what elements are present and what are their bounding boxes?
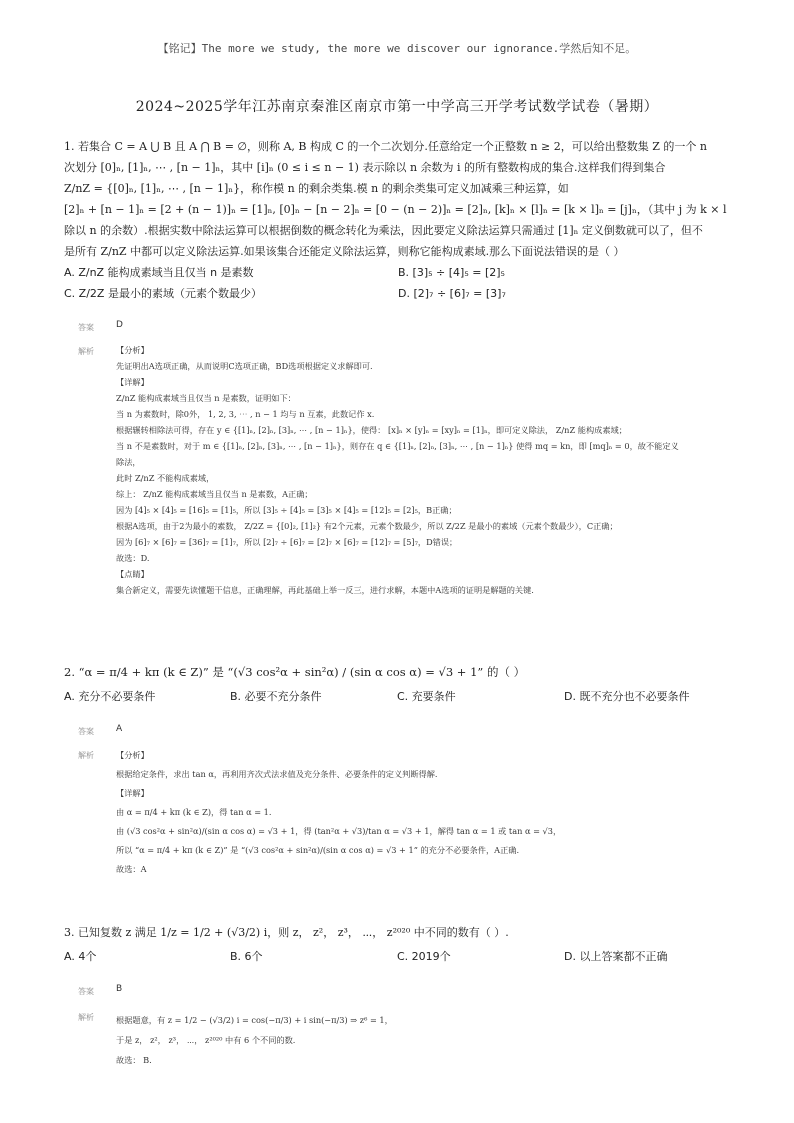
- analysis-line: 根据A选项，由于2为最小的素数， Z/2Z = {[0]₂, [1]₂} 有2个元素，元素个数最少，所以 Z/2Z 是最小的素域（元素个数最少），C正确；: [116, 521, 618, 531]
- analysis-line: 此时 Z/nZ 不能构成素域，: [116, 473, 215, 483]
- analysis-line: 集合新定义，需要先读懂题干信息，正确理解，再此基础上举一反三，进行求解，本题中A选项的证明是解题的关键.: [116, 585, 534, 595]
- answer-label: 答案: [78, 727, 94, 736]
- analysis-line: 【详解】: [116, 788, 149, 798]
- answer-label: 答案: [78, 323, 94, 332]
- analysis-label: 解析: [78, 347, 94, 356]
- analysis-line: Z/nZ 能构成素域当且仅当 n 是素数，证明如下：: [116, 393, 296, 403]
- analysis-line: 根据题意，有 z = 1/2 − (√3/2) i = cos(−π/3) + i sin(−π/3) ⇒ z⁶ = 1，: [116, 1015, 393, 1025]
- analysis-line: 【分析】: [116, 345, 149, 355]
- analysis-line: 除法，: [116, 457, 141, 467]
- analysis-line: 于是 z， z²， z³， ⋯， z²⁰²⁰ 中有 6 个不同的数.: [116, 1035, 296, 1045]
- analysis-line: 故选：A: [116, 864, 147, 874]
- option-c[interactable]: C. 充要条件: [397, 690, 456, 703]
- option-b[interactable]: B. 必要不充分条件: [230, 690, 322, 703]
- option-d[interactable]: D. [2]₇ ÷ [6]₇ = [3]₇: [398, 287, 506, 300]
- option-d[interactable]: D. 既不充分也不必要条件: [564, 690, 690, 703]
- analysis-label: 解析: [78, 1013, 94, 1022]
- analysis-line: 根据辗转相除法可得，存在 y ∈ {[1]ₙ, [2]ₙ, [3]ₙ, ⋯ , [n − 1]ₙ}，使得： [x]ₙ × [y]ₙ = [xy]ₙ = [1]ₙ，即可定义除法， Z/nZ 能构成素域；: [116, 425, 627, 435]
- analysis-line: 所以 “α = π/4 + kπ (k ∈ Z)” 是 “(√3 cos²α + sin²α)/(sin α cos α) = √3 + 1” 的充分不必要条件，A正确.: [116, 845, 520, 855]
- option-a[interactable]: A. 充分不必要条件: [64, 690, 156, 703]
- option-c[interactable]: C. Z/2Z 是最小的素域（元素个数最少）: [64, 287, 262, 300]
- option-c[interactable]: C. 2019个: [397, 950, 451, 963]
- header-motto: 【铭记】The more we study, the more we discover our ignorance.学然后知不足。: [157, 42, 637, 55]
- question-1-line: 是所有 Z/nZ 中都可以定义除法运算.如果该集合还能定义除法运算，则称它能构成素域.那么下面说法错误的是（ ）: [64, 245, 625, 258]
- question-1-line: 1. 若集合 C = A ⋃ B 且 A ⋂ B = ∅，则称 A, B 构成 C 的一个二次划分.任意给定一个正整数 n ≥ 2，可以给出整数集 Z 的一个 n: [64, 140, 707, 153]
- question-2-analysis: [116, 746, 736, 879]
- analysis-line: 故选：D.: [116, 553, 150, 563]
- analysis-line: 【分析】: [116, 750, 149, 760]
- question-3-analysis: [116, 1010, 736, 1070]
- option-a[interactable]: A. Z/nZ 能构成素域当且仅当 n 是素数: [64, 266, 254, 279]
- analysis-label: 解析: [78, 751, 94, 760]
- analysis-line: 因为 [6]₇ × [6]₇ = [36]₇ = [1]₇，所以 [2]₇ ÷ [6]₇ = [2]₇ × [6]₇ = [12]₇ = [5]₇，D错误；: [116, 537, 458, 547]
- question-3-stem: 3. 已知复数 z 满足 1/z = 1/2 + (√3/2) i，则 z， z²， z³， ⋯， z²⁰²⁰ 中不同的数有（ ）.: [64, 926, 509, 939]
- analysis-line: 由 (√3 cos²α + sin²α)/(sin α cos α) = √3 + 1，得 (tan²α + √3)/tan α = √3 + 1，解得 tan α = 1 或 tan α = √3，: [116, 826, 562, 836]
- question-2-stem: 2. “α = π/4 + kπ (k ∈ Z)” 是 “(√3 cos²α + sin²α) / (sin α cos α) = √3 + 1” 的（ ）: [64, 665, 526, 679]
- page-title: 2024~2025学年江苏南京秦淮区南京市第一中学高三开学考试数学试卷（暑期）: [135, 99, 659, 115]
- option-a[interactable]: A. 4个: [64, 950, 97, 963]
- option-b[interactable]: B. [3]₅ ÷ [4]₅ = [2]₅: [398, 266, 505, 279]
- analysis-line: 故选： B.: [116, 1055, 152, 1065]
- analysis-line: 因为 [4]₅ × [4]₅ = [16]₅ = [1]₅，所以 [3]₅ ÷ [4]₅ = [3]₅ × [4]₅ = [12]₅ = [2]₅，B正确；: [116, 505, 457, 515]
- option-b[interactable]: B. 6个: [230, 950, 263, 963]
- analysis-line: 【详解】: [116, 377, 149, 387]
- question-1-stem: [64, 136, 744, 262]
- answer-value: D: [116, 320, 123, 330]
- answer-label: 答案: [78, 987, 94, 996]
- question-1-line: [2]ₙ + [n − 1]ₙ = [2 + (n − 1)]ₙ = [1]ₙ, [0]ₙ − [n − 2]ₙ = [0 − (n − 2)]ₙ = [2]ₙ, [k]ₙ × [l]ₙ = [k × l]ₙ = [j]ₙ，（其中 j 为 k × l: [64, 203, 727, 216]
- analysis-line: 当 n 不是素数时，对于 m ∈ {[1]ₙ, [2]ₙ, [3]ₙ, ⋯ , [n − 1]ₙ}，则存在 q ∈ {[1]ₙ, [2]ₙ, [3]ₙ, ⋯ , [n − 1]ₙ} 使得 mq = kn，即 [mq]ₙ = 0，故不能定义: [116, 441, 679, 451]
- analysis-line: 先证明出A选项正确，从而说明C选项正确，BD选项根据定义求解即可.: [116, 361, 373, 371]
- analysis-line: 由 α = π/4 + kπ (k ∈ Z)，得 tan α = 1.: [116, 807, 272, 817]
- question-1-line: 次划分 [0]ₙ, [1]ₙ, ⋯ , [n − 1]ₙ，其中 [i]ₙ (0 ≤ i ≤ n − 1) 表示除以 n 余数为 i 的所有整数构成的集合.这样我们得到集合: [64, 161, 666, 174]
- question-1-analysis: [116, 342, 736, 598]
- analysis-line: 根据给定条件，求出 tan α，再利用齐次式法求值及充分条件、必要条件的定义判断得解.: [116, 769, 438, 779]
- answer-value: B: [116, 984, 123, 994]
- question-1-line: 除以 n 的余数）.根据实数中除法运算可以根据倒数的概念转化为乘法，因此要定义除法运算只需通过 [1]ₙ 定义倒数就可以了，但不: [64, 224, 703, 237]
- answer-value: A: [116, 724, 123, 734]
- analysis-line: 【点睛】: [116, 569, 149, 579]
- option-d[interactable]: D. 以上答案都不正确: [564, 950, 668, 963]
- analysis-line: 综上： Z/nZ 能构成素域当且仅当 n 是素数，A正确；: [116, 489, 313, 499]
- question-1-line: Z/nZ = {[0]ₙ, [1]ₙ, ⋯ , [n − 1]ₙ}，称作模 n 的剩余类集.模 n 的剩余类集可定义加减乘三种运算，如: [64, 182, 569, 195]
- analysis-line: 当 n 为素数时，除0外， 1, 2, 3, ⋯ , n − 1 均与 n 互素，此数记作 x.: [116, 409, 375, 419]
